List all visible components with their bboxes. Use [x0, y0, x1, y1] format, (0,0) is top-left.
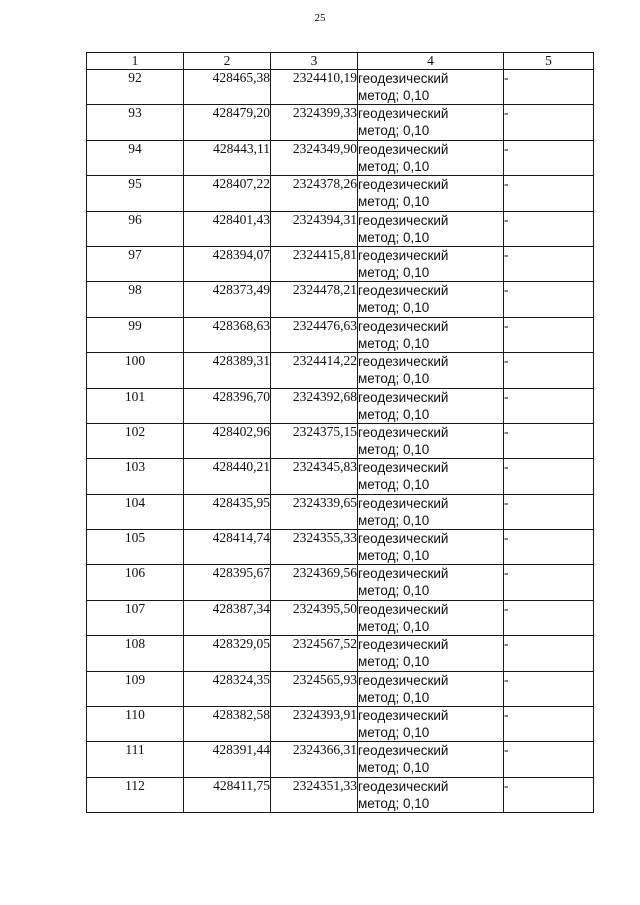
table-row	[87, 707, 594, 742]
table-row	[87, 636, 594, 671]
method-cell	[358, 388, 504, 423]
method-text-line-2: метод; 0,10	[358, 88, 430, 103]
description-cell: -	[504, 565, 594, 600]
method-text-line-1: геодезический	[358, 743, 449, 759]
method-text-line-1: геодезический	[358, 283, 449, 299]
x-coordinate-cell: 428435,95	[184, 494, 271, 529]
method-text-line-2: метод; 0,10	[358, 264, 430, 280]
method-text-line-2: метод; 0,10	[358, 229, 430, 245]
table-row	[87, 140, 594, 175]
description-cell: -	[504, 388, 594, 423]
method-text-line-2: метод; 0,10	[358, 760, 430, 776]
x-coordinate-cell: 428465,38	[184, 70, 271, 105]
x-coordinate-cell: 428389,31	[184, 353, 271, 388]
method-text-line-2: метод; 0,10	[358, 618, 430, 634]
x-coordinate-cell: 428368,63	[184, 317, 271, 352]
description-cell: -	[504, 530, 594, 565]
x-coordinate-cell: 428373,49	[184, 282, 271, 317]
method-cell	[358, 317, 504, 352]
point-number-cell: 93	[87, 105, 184, 140]
method-cell	[358, 282, 504, 317]
y-coordinate-cell: 2324351,33	[271, 777, 358, 812]
description-cell: -	[504, 282, 594, 317]
column-header-y: 3	[271, 53, 358, 70]
y-coordinate-cell: 2324393,91	[271, 707, 358, 742]
x-coordinate-cell: 428414,74	[184, 530, 271, 565]
method-text-line-2: метод; 0,10	[358, 583, 430, 599]
table-row	[87, 211, 594, 246]
method-text-line-1: геодезический	[358, 71, 449, 86]
y-coordinate-cell: 2324476,63	[271, 317, 358, 352]
description-cell: -	[504, 777, 594, 812]
x-coordinate-cell: 428394,07	[184, 246, 271, 281]
method-cell	[358, 707, 504, 742]
method-text-line-1: геодезический	[358, 318, 449, 334]
table-row	[87, 423, 594, 458]
x-coordinate-cell: 428382,58	[184, 707, 271, 742]
point-number-cell: 98	[87, 282, 184, 317]
description-cell: -	[504, 742, 594, 777]
table-row	[87, 742, 594, 777]
point-number-cell: 105	[87, 530, 184, 565]
method-text-line-2: метод; 0,10	[358, 512, 430, 528]
method-text-line-2: метод; 0,10	[358, 441, 430, 457]
method-cell	[358, 671, 504, 706]
description-cell: -	[504, 317, 594, 352]
method-cell	[358, 494, 504, 529]
description-cell: -	[504, 353, 594, 388]
x-coordinate-cell: 428324,35	[184, 671, 271, 706]
table-row	[87, 388, 594, 423]
table-row	[87, 530, 594, 565]
method-cell	[358, 742, 504, 777]
y-coordinate-cell: 2324394,31	[271, 211, 358, 246]
x-coordinate-cell: 428479,20	[184, 105, 271, 140]
x-coordinate-cell: 428396,70	[184, 388, 271, 423]
method-text-line-1: геодезический	[358, 212, 449, 228]
point-number-cell: 112	[87, 777, 184, 812]
table-row	[87, 494, 594, 529]
table-row	[87, 70, 594, 105]
description-cell: -	[504, 636, 594, 671]
y-coordinate-cell: 2324355,33	[271, 530, 358, 565]
point-number-cell: 108	[87, 636, 184, 671]
x-coordinate-cell: 428443,11	[184, 140, 271, 175]
method-cell	[358, 530, 504, 565]
description-cell: -	[504, 140, 594, 175]
table-row	[87, 176, 594, 211]
description-cell: -	[504, 211, 594, 246]
method-text-line-1: геодезический	[358, 354, 449, 370]
method-text-line-2: метод; 0,10	[358, 123, 430, 139]
method-text-line-1: геодезический	[358, 460, 449, 476]
table-row	[87, 777, 594, 812]
method-text-line-1: геодезический	[358, 778, 449, 794]
method-text-line-1: геодезический	[358, 531, 449, 547]
point-number-cell: 107	[87, 600, 184, 635]
method-cell	[358, 777, 504, 812]
method-text-line-2: метод; 0,10	[358, 548, 430, 564]
y-coordinate-cell: 2324567,52	[271, 636, 358, 671]
description-cell: -	[504, 707, 594, 742]
method-text-line-2: метод; 0,10	[358, 689, 430, 705]
method-cell	[358, 636, 504, 671]
description-cell: -	[504, 70, 594, 105]
method-text-line-1: геодезический	[358, 389, 449, 405]
table-row	[87, 459, 594, 494]
column-header-description: 5	[504, 53, 594, 70]
table-row	[87, 600, 594, 635]
method-text-line-2: метод; 0,10	[358, 477, 430, 493]
column-header-point-number: 1	[87, 53, 184, 70]
table-row	[87, 353, 594, 388]
method-text-line-2: метод; 0,10	[358, 335, 430, 351]
table-row	[87, 565, 594, 600]
point-number-cell: 109	[87, 671, 184, 706]
y-coordinate-cell: 2324415,81	[271, 246, 358, 281]
method-cell	[358, 70, 504, 105]
y-coordinate-cell: 2324395,50	[271, 600, 358, 635]
method-text-line-1: геодезический	[358, 424, 449, 440]
table-row	[87, 246, 594, 281]
x-coordinate-cell: 428395,67	[184, 565, 271, 600]
method-cell	[358, 176, 504, 211]
point-number-cell: 110	[87, 707, 184, 742]
method-text-line-2: метод; 0,10	[358, 300, 430, 316]
point-number-cell: 102	[87, 423, 184, 458]
y-coordinate-cell: 2324414,22	[271, 353, 358, 388]
method-cell	[358, 459, 504, 494]
description-cell: -	[504, 494, 594, 529]
point-number-cell: 101	[87, 388, 184, 423]
point-number-cell: 95	[87, 176, 184, 211]
point-number-cell: 99	[87, 317, 184, 352]
description-cell: -	[504, 671, 594, 706]
description-cell: -	[504, 600, 594, 635]
description-cell: -	[504, 459, 594, 494]
table-row	[87, 282, 594, 317]
x-coordinate-cell: 428401,43	[184, 211, 271, 246]
x-coordinate-cell: 428391,44	[184, 742, 271, 777]
description-cell: -	[504, 176, 594, 211]
method-text-line-1: геодезический	[358, 106, 449, 122]
point-number-cell: 103	[87, 459, 184, 494]
description-cell: -	[504, 105, 594, 140]
y-coordinate-cell: 2324378,26	[271, 176, 358, 211]
y-coordinate-cell: 2324345,83	[271, 459, 358, 494]
table-row	[87, 317, 594, 352]
method-text-line-1: геодезический	[358, 566, 449, 582]
method-text-line-1: геодезический	[358, 247, 449, 263]
method-cell	[358, 600, 504, 635]
x-coordinate-cell: 428329,05	[184, 636, 271, 671]
y-coordinate-cell: 2324369,56	[271, 565, 358, 600]
method-text-line-1: геодезический	[358, 177, 449, 193]
method-text-line-1: геодезический	[358, 708, 449, 724]
y-coordinate-cell: 2324392,68	[271, 388, 358, 423]
method-cell	[358, 423, 504, 458]
table-row	[87, 671, 594, 706]
y-coordinate-cell: 2324478,21	[271, 282, 358, 317]
point-number-cell: 106	[87, 565, 184, 600]
method-cell	[358, 211, 504, 246]
point-number-cell: 94	[87, 140, 184, 175]
point-number-cell: 92	[87, 70, 184, 105]
method-text-line-2: метод; 0,10	[358, 725, 430, 741]
y-coordinate-cell: 2324565,93	[271, 671, 358, 706]
x-coordinate-cell: 428411,75	[184, 777, 271, 812]
method-cell	[358, 353, 504, 388]
point-number-cell: 111	[87, 742, 184, 777]
table-header-row	[87, 53, 594, 70]
description-cell: -	[504, 246, 594, 281]
y-coordinate-cell: 2324339,65	[271, 494, 358, 529]
method-text-line-2: метод; 0,10	[358, 194, 430, 210]
method-text-line-1: геодезический	[358, 495, 449, 511]
y-coordinate-cell: 2324410,19	[271, 70, 358, 105]
y-coordinate-cell: 2324399,33	[271, 105, 358, 140]
method-cell	[358, 105, 504, 140]
method-text-line-2: метод; 0,10	[358, 654, 430, 670]
method-text-line-2: метод; 0,10	[358, 371, 430, 387]
table-row	[87, 105, 594, 140]
method-text-line-1: геодезический	[358, 141, 449, 157]
method-text-line-1: геодезический	[358, 637, 449, 653]
y-coordinate-cell: 2324366,31	[271, 742, 358, 777]
method-text-line-2: метод; 0,10	[358, 795, 430, 811]
method-text-line-2: метод; 0,10	[358, 406, 430, 422]
point-number-cell: 97	[87, 246, 184, 281]
method-cell	[358, 565, 504, 600]
point-number-cell: 96	[87, 211, 184, 246]
method-text-line-1: геодезический	[358, 601, 449, 617]
y-coordinate-cell: 2324349,90	[271, 140, 358, 175]
method-cell	[358, 140, 504, 175]
x-coordinate-cell: 428402,96	[184, 423, 271, 458]
method-cell	[358, 246, 504, 281]
description-cell: -	[504, 423, 594, 458]
method-text-line-2: метод; 0,10	[358, 158, 430, 174]
x-coordinate-cell: 428387,34	[184, 600, 271, 635]
column-header-x: 2	[184, 53, 271, 70]
page-number: 25	[314, 12, 326, 24]
y-coordinate-cell: 2324375,15	[271, 423, 358, 458]
method-text-line-1: геодезический	[358, 672, 449, 688]
coordinates-table	[86, 52, 594, 813]
table-body	[87, 70, 594, 813]
point-number-cell: 100	[87, 353, 184, 388]
column-header-method: 4	[358, 53, 504, 70]
x-coordinate-cell: 428440,21	[184, 459, 271, 494]
point-number-cell: 104	[87, 494, 184, 529]
x-coordinate-cell: 428407,22	[184, 176, 271, 211]
